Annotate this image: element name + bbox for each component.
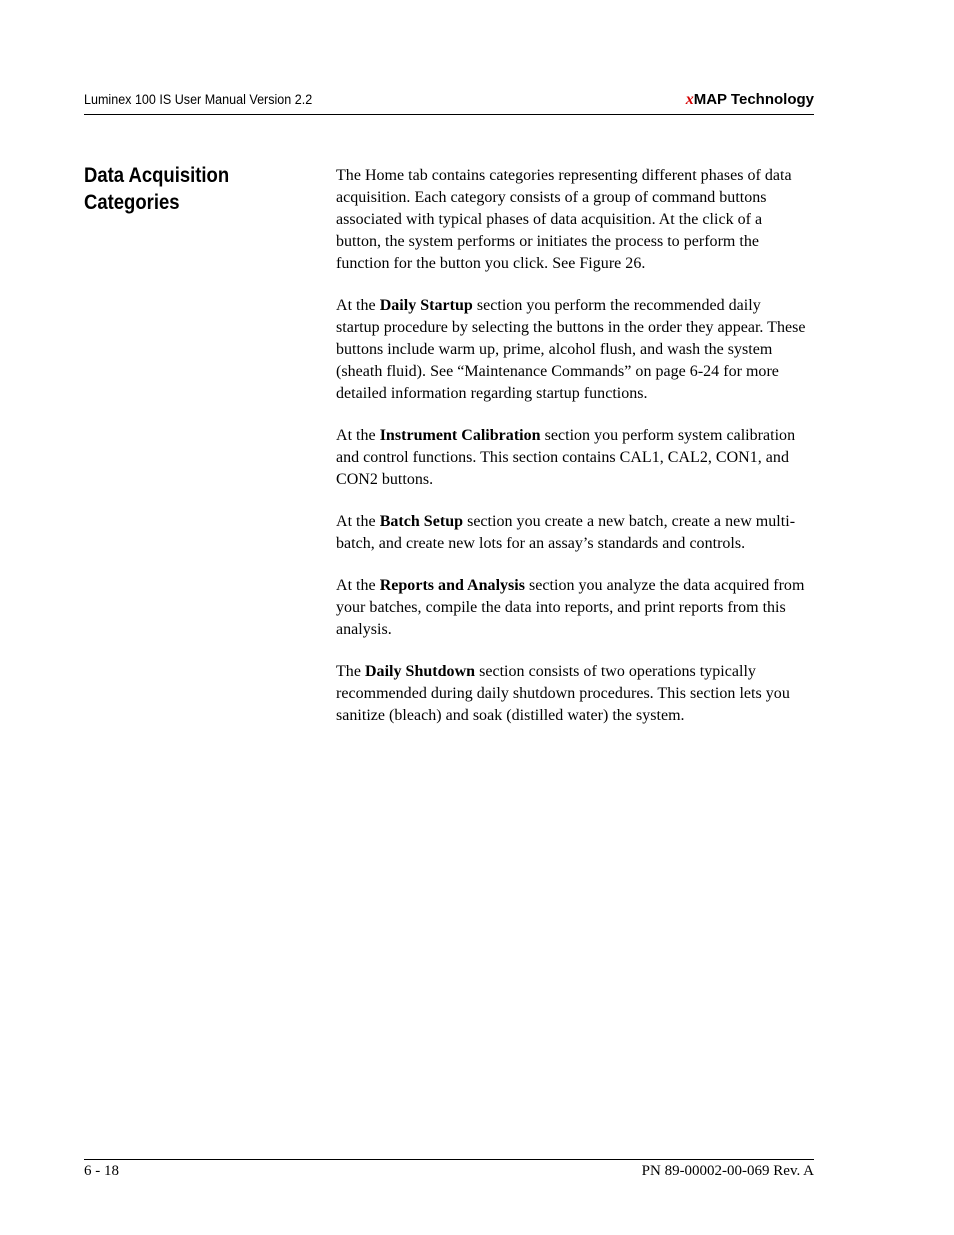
section-heading-line1: Data Acquisition — [84, 164, 230, 187]
paragraph-home-tab: The Home tab contains categories representing different phases of data acquisition. Each category consists of a group of command buttons associated with typical phases of data acquisition. At the click of a button, the system performs or initiates the process to perform the function for the button you click. See Figure 26. — [336, 167, 792, 272]
paragraph-text: section you perform system calibration and control functions. This section contains CAL1, CAL2, CON1, and CON2 buttons. — [336, 427, 796, 488]
paragraph-batch-setup — [336, 511, 806, 555]
paragraph-text: At the — [336, 427, 380, 444]
paragraph-daily-shutdown — [336, 661, 806, 727]
page-header — [84, 90, 814, 115]
body-text — [336, 165, 806, 747]
paragraph-text: At the — [336, 577, 380, 594]
page-footer — [84, 1159, 814, 1190]
paragraph-instrument-calibration — [336, 425, 806, 491]
part-number: PN 89-00002-00-069 Rev. A — [641, 1163, 814, 1179]
paragraph-text: section you create a new batch, create a new multi-batch, and create new lots for an assay’s standards and controls. — [336, 513, 796, 552]
brand-name — [686, 91, 814, 109]
brand-x-letter: x — [685, 91, 694, 108]
paragraph-daily-startup — [336, 295, 806, 405]
page-number: 6 - 18 — [84, 1163, 119, 1179]
bold-term-reports-analysis: Reports and Analysis — [379, 577, 526, 594]
bold-term-instrument-calibration: Instrument Calibration — [379, 427, 541, 444]
paragraph-text: At the — [336, 297, 380, 314]
paragraph-reports-analysis — [336, 575, 806, 641]
paragraph-text: section consists of two operations typically recommended during daily shutdown procedures. This section lets you sanitize (bleach) and soak (distilled water) the system. — [336, 663, 790, 724]
bold-term-daily-startup: Daily Startup — [379, 297, 473, 314]
brand-name-rest: MAP Technology — [693, 91, 814, 108]
section-heading-line2: Categories — [84, 191, 180, 214]
bold-term-daily-shutdown: Daily Shutdown — [364, 663, 476, 680]
paragraph-text: At the — [336, 513, 380, 530]
section-heading — [84, 162, 278, 216]
bold-term-batch-setup: Batch Setup — [379, 513, 464, 530]
paragraph-text: section you analyze the data acquired from your batches, compile the data into reports, and print reports from this analysis. — [336, 577, 805, 638]
manual-title: Luminex 100 IS User Manual Version 2.2 — [84, 92, 313, 107]
paragraph-text: section you perform the recommended daily startup procedure by selecting the buttons in the order they appear. These buttons include warm up, prime, alcohol flush, and wash the system (sheath fluid). See “Maintenance Commands” on page 6-24 for more detailed information regarding startup functions. — [336, 297, 806, 402]
paragraph-text: The — [336, 663, 365, 680]
